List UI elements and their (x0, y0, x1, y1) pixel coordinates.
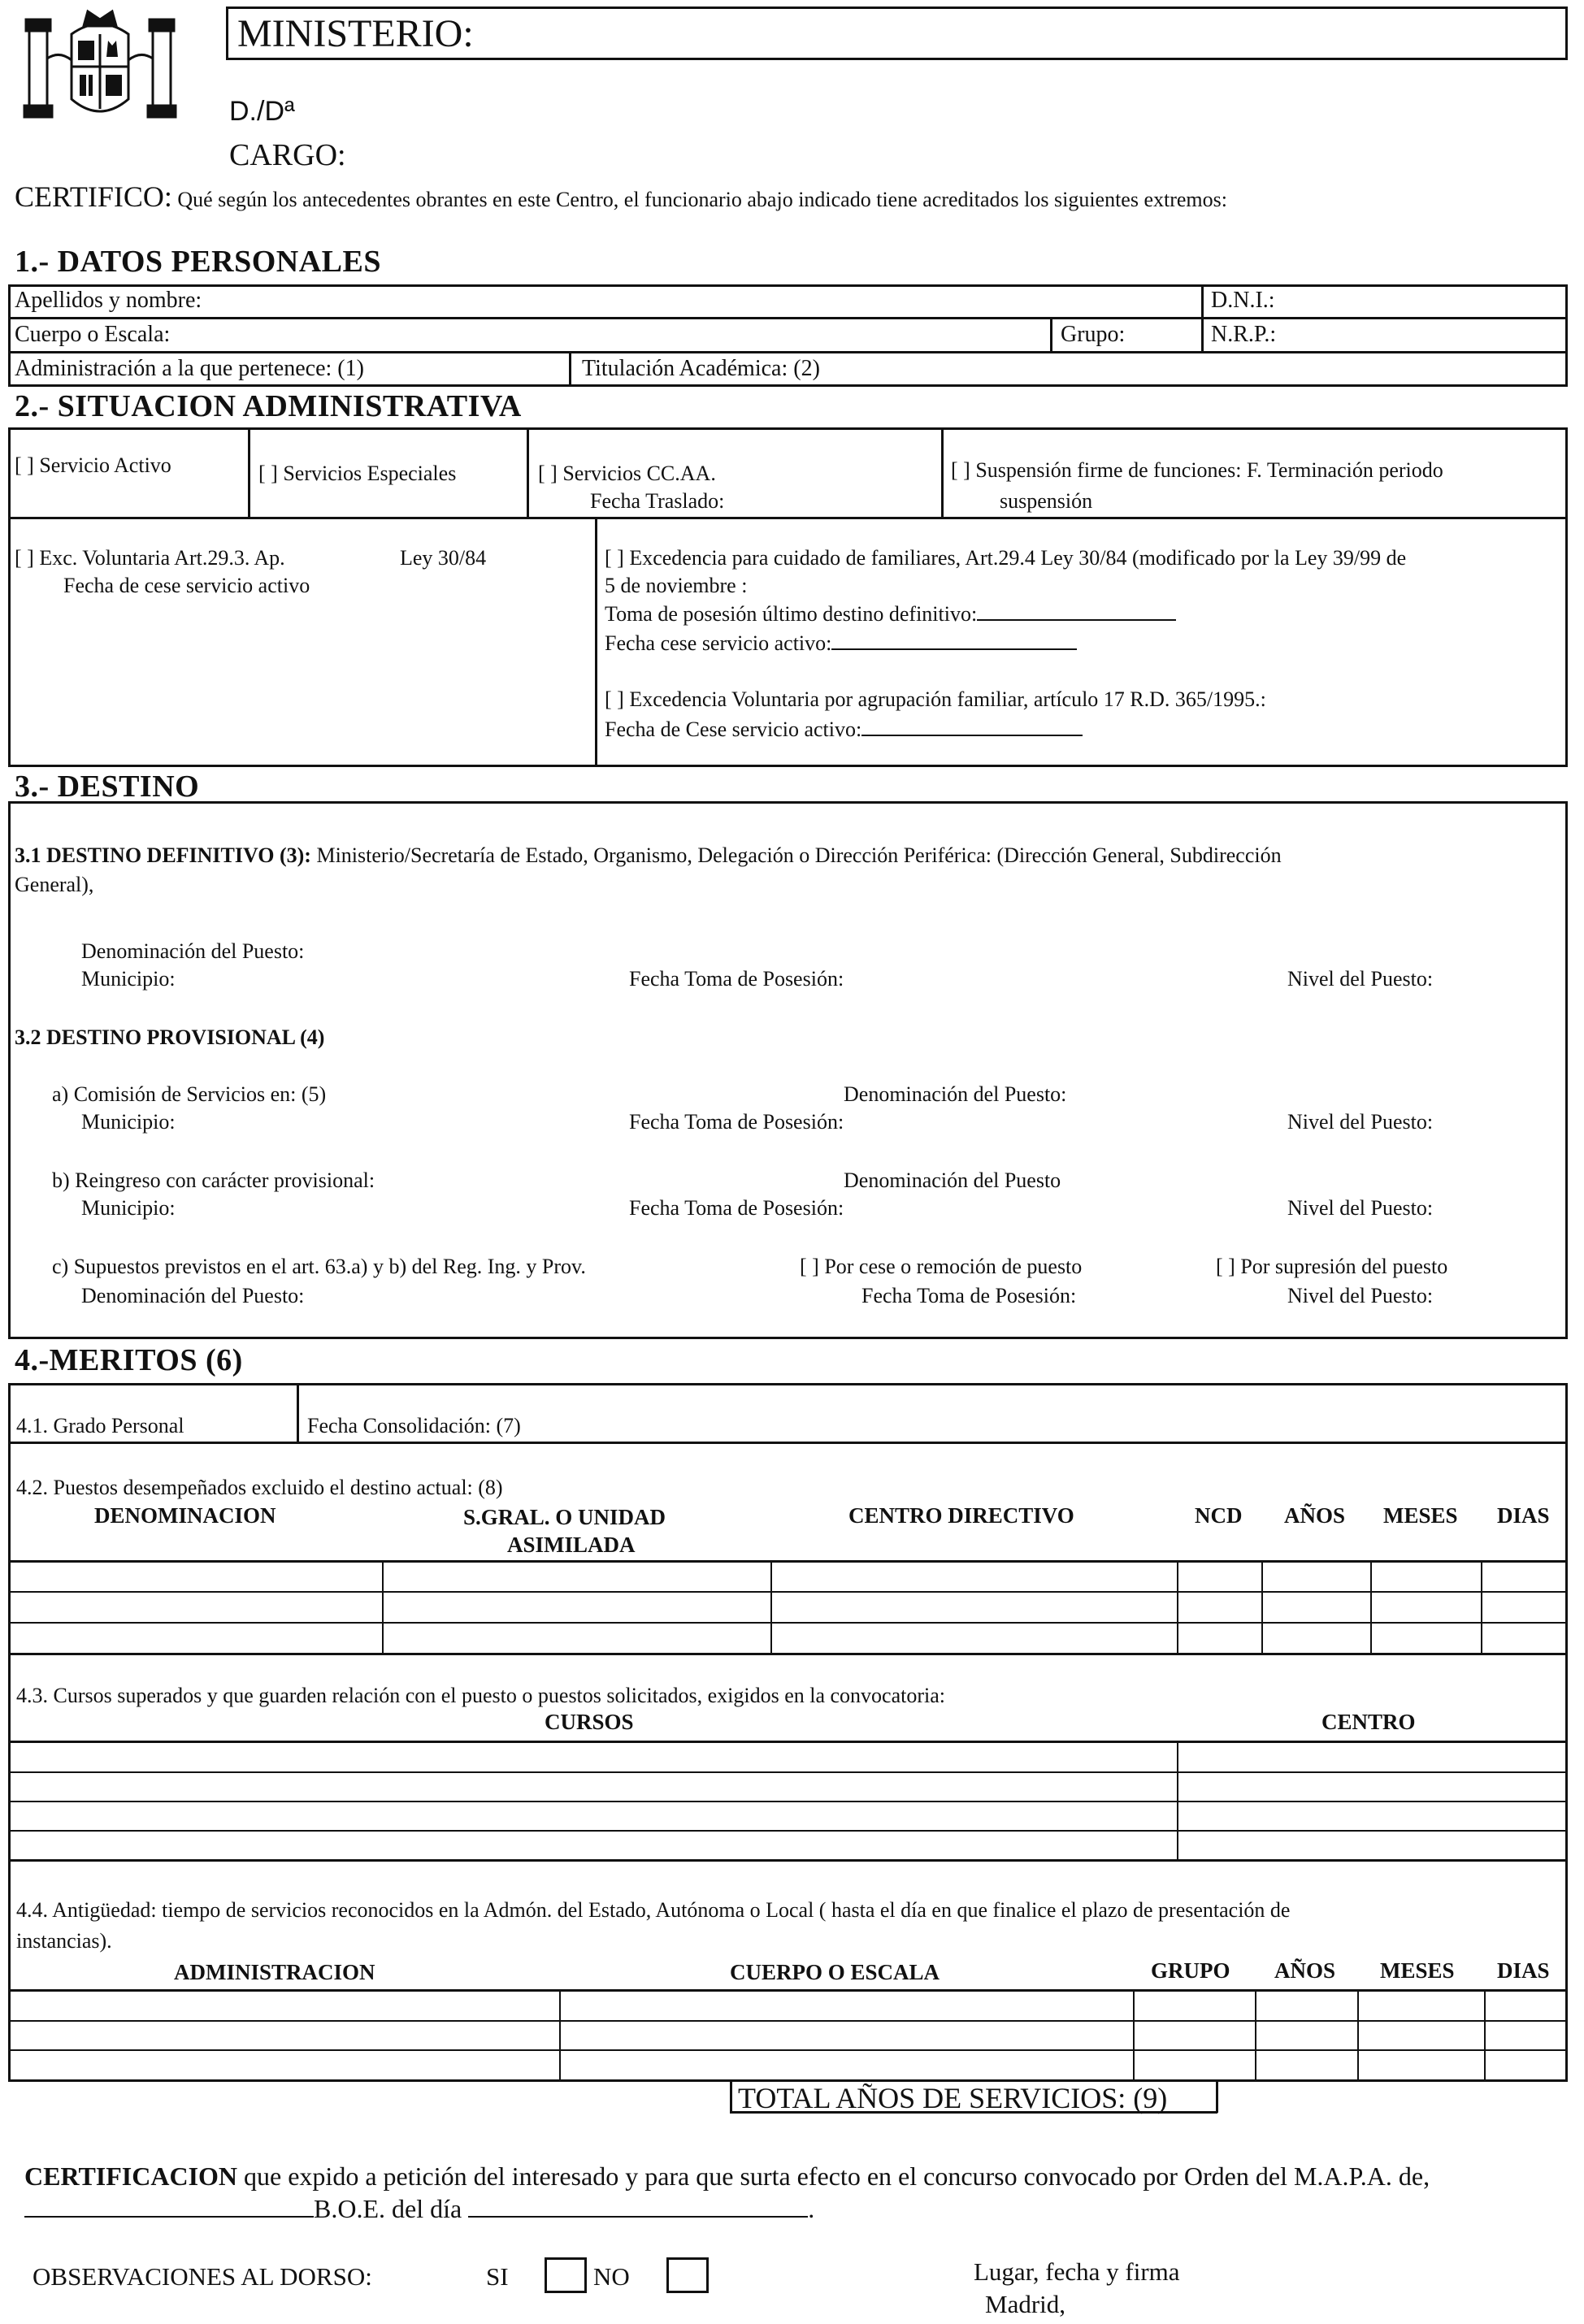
observaciones-label: OBSERVACIONES AL DORSO: (33, 2262, 372, 2291)
fecha-consolidacion-field[interactable]: Fecha Consolidación: (7) (307, 1414, 521, 1437)
cuerpo-field[interactable]: Cuerpo o Escala: (15, 322, 171, 347)
certificacion-line: CERTIFICACION que expido a petición del interesado y para que surta efecto en el concurso convocado por Orden del M.A.P.A. de, (24, 2161, 1430, 2191)
ministerio-title: MINISTERIO: (237, 12, 474, 55)
certifico-label: CERTIFICO: (15, 180, 172, 213)
puestos-header-anos: AÑOS (1284, 1503, 1346, 1528)
section-1-title: 1.- DATOS PERSONALES (15, 245, 381, 279)
destino-definitivo-cont: General), (15, 873, 94, 896)
nivel-b-field[interactable]: Nivel del Puesto: (1287, 1196, 1434, 1220)
supuestos-field[interactable]: c) Supuestos previstos en el art. 63.a) y b) del Reg. Ing. y Prov. (52, 1255, 586, 1278)
orden-date-field[interactable]: B.O.E. del día . (24, 2194, 814, 2224)
denominacion-c-field[interactable]: Denominación del Puesto: (81, 1284, 305, 1307)
cursos-label: 4.3. Cursos superados y que guarden relación con el puesto o puestos solicitados, exigidos en la convocatoria: (16, 1684, 946, 1707)
puestos-header-centro: CENTRO DIRECTIVO (848, 1503, 1074, 1528)
exc-familiares-checkbox[interactable]: [ ] Excedencia para cuidado de familiares, Art.29.4 Ley 30/84 (modificado por la Ley 39/99 de (605, 546, 1407, 570)
servicios-especiales-checkbox[interactable]: [ ] Servicios Especiales (258, 462, 457, 485)
nivel-c-field[interactable]: Nivel del Puesto: (1287, 1284, 1434, 1307)
puestos-header-dias: DIAS (1497, 1503, 1550, 1528)
titulacion-field[interactable]: Titulación Académica: (2) (582, 356, 820, 381)
exc-familiares-cont: 5 de noviembre : (605, 574, 748, 597)
fecha-toma-b-field[interactable]: Fecha Toma de Posesión: (629, 1196, 844, 1220)
antiguedad-label: 4.4. Antigüedad: tiempo de servicios reconocidos en la Admón. del Estado, Autónoma o Local ( hasta el día en que finalice el plazo de presentación de (16, 1898, 1291, 1922)
por-supresion-checkbox[interactable]: [ ] Por supresión del puesto (1216, 1255, 1448, 1278)
si-label: SI (486, 2262, 509, 2291)
fecha-toma-a-field[interactable]: Fecha Toma de Posesión: (629, 1110, 844, 1134)
fecha-toma-c-field[interactable]: Fecha Toma de Posesión: (861, 1284, 1077, 1307)
destino-definitivo-line: 3.1 DESTINO DEFINITIVO (3): Ministerio/Secretaría de Estado, Organismo, Delegación o Dirección Periférica: (Dirección General, Subdirección (15, 843, 1282, 867)
fecha-cese-activo2-field[interactable]: Fecha de Cese servicio activo: (605, 717, 1083, 742)
coat-of-arms-icon (15, 2, 185, 128)
antig-header-administracion: ADMINISTRACION (174, 1960, 375, 1984)
exc-voluntaria-checkbox[interactable]: [ ] Exc. Voluntaria Art.29.3. Ap. (15, 546, 285, 570)
fecha-traslado-label: Fecha Traslado: (590, 489, 725, 513)
cursos-table[interactable] (10, 1742, 1565, 1859)
puestos-header-ncd: NCD (1195, 1503, 1243, 1528)
dd-label: D./Dª (229, 96, 295, 127)
certifico-line (15, 180, 1227, 214)
puestos-header-denominacion: DENOMINACION (94, 1503, 276, 1528)
exc-agrupacion-checkbox[interactable]: [ ] Excedencia Voluntaria por agrupación familiar, artículo 17 R.D. 365/1995.: (605, 687, 1266, 711)
destino-provisional-label: 3.2 DESTINO PROVISIONAL (4) (15, 1025, 325, 1049)
section-4-title: 4.-MERITOS (6) (15, 1343, 243, 1377)
fecha-cese-label: Fecha de cese servicio activo (63, 574, 310, 597)
dni-field[interactable]: D.N.I.: (1211, 288, 1275, 313)
por-cese-checkbox[interactable]: [ ] Por cese o remoción de puesto (800, 1255, 1083, 1278)
fecha-cese-activo-field[interactable]: Fecha cese servicio activo: (605, 631, 1077, 656)
reingreso-field[interactable]: b) Reingreso con carácter provisional: (52, 1169, 375, 1192)
denominacion-puesto-field[interactable]: Denominación del Puesto: (81, 939, 305, 963)
servicios-ccaa-checkbox[interactable]: [ ] Servicios CC.AA. (538, 462, 716, 485)
madrid-label: Madrid, (985, 2290, 1066, 2318)
nivel-a-field[interactable]: Nivel del Puesto: (1287, 1110, 1434, 1134)
ley-label: Ley 30/84 (400, 546, 487, 570)
antig-header-cuerpo: CUERPO O ESCALA (730, 1960, 940, 1984)
fecha-toma-field[interactable]: Fecha Toma de Posesión: (629, 967, 844, 991)
section-2-title: 2.- SITUACION ADMINISTRATIVA (15, 389, 522, 423)
puestos-header-asimilada: ASIMILADA (507, 1533, 636, 1557)
servicio-activo-checkbox[interactable]: [ ] Servicio Activo (15, 453, 171, 477)
denominacion-b-field[interactable]: Denominación del Puesto (844, 1169, 1061, 1192)
antig-header-grupo: GRUPO (1151, 1958, 1230, 1983)
antig-header-dias: DIAS (1497, 1958, 1550, 1983)
puestos-header-sgral: S.GRAL. O UNIDAD (463, 1505, 666, 1529)
suspension-checkbox[interactable]: [ ] Suspensión firme de funciones: F. Terminación periodo (951, 458, 1443, 482)
municipio-b-field[interactable]: Municipio: (81, 1196, 176, 1220)
no-checkbox[interactable] (666, 2257, 709, 2293)
total-anos-servicios: TOTAL AÑOS DE SERVICIOS: (9) (738, 2082, 1168, 2114)
suspension-label: suspensión (1000, 489, 1093, 513)
antig-header-anos: AÑOS (1274, 1958, 1336, 1983)
lugar-fecha-firma: Lugar, fecha y firma (974, 2257, 1180, 2286)
section-3-title: 3.- DESTINO (15, 770, 200, 804)
antiguedad-table[interactable] (10, 1991, 1565, 2080)
antiguedad-label-cont: instancias). (16, 1929, 112, 1953)
puestos-header-meses: MESES (1383, 1503, 1458, 1528)
no-label: NO (593, 2262, 630, 2291)
municipio-field[interactable]: Municipio: (81, 967, 176, 991)
denominacion-a-field[interactable]: Denominación del Puesto: (844, 1082, 1067, 1106)
puestos-label: 4.2. Puestos desempeñados excluido el destino actual: (8) (16, 1476, 503, 1499)
nrp-field[interactable]: N.R.P.: (1211, 322, 1277, 347)
comision-servicios-field[interactable]: a) Comisión de Servicios en: (5) (52, 1082, 327, 1106)
administracion-field[interactable]: Administración a la que pertenece: (1) (15, 356, 364, 381)
cursos-header-cursos: CURSOS (545, 1710, 634, 1734)
toma-posesion-field[interactable]: Toma de posesión último destino definitivo: (605, 601, 1176, 627)
si-checkbox[interactable] (545, 2257, 587, 2293)
puestos-table[interactable] (10, 1562, 1565, 1653)
certifico-text: Qué según los antecedentes obrantes en este Centro, el funcionario abajo indicado tiene acreditados los siguientes extremos: (177, 188, 1227, 211)
municipio-a-field[interactable]: Municipio: (81, 1110, 176, 1134)
cargo-label: CARGO: (229, 138, 346, 172)
apellidos-field[interactable]: Apellidos y nombre: (15, 288, 202, 313)
cursos-header-centro: CENTRO (1321, 1710, 1416, 1734)
nivel-puesto-field[interactable]: Nivel del Puesto: (1287, 967, 1434, 991)
antig-header-meses: MESES (1380, 1958, 1455, 1983)
grado-personal-field[interactable]: 4.1. Grado Personal (16, 1414, 184, 1437)
grupo-field[interactable]: Grupo: (1061, 322, 1126, 347)
